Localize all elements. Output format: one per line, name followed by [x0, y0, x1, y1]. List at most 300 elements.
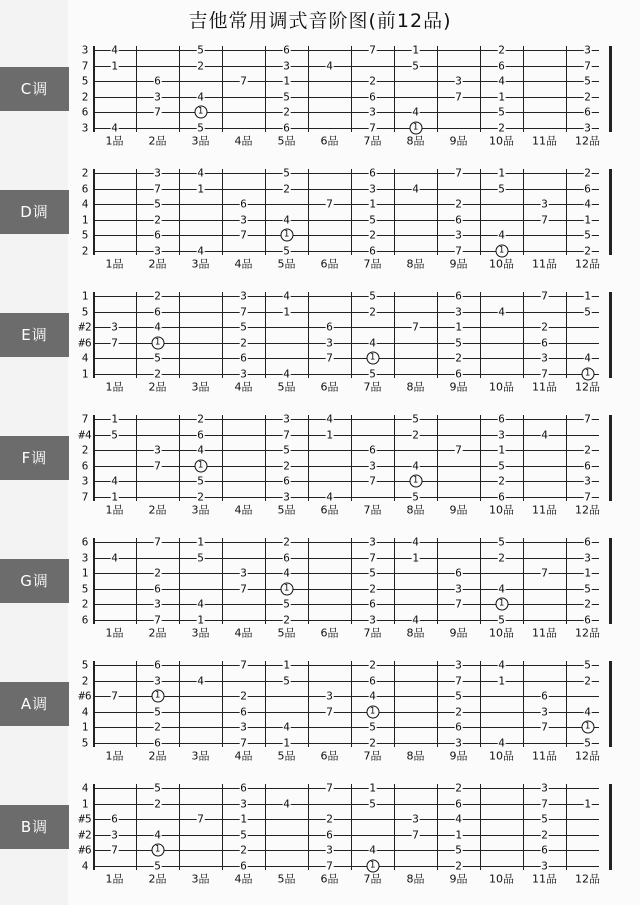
scale-note: 2: [498, 551, 505, 564]
fret-line: [609, 784, 612, 870]
scale-note: 6: [541, 689, 548, 703]
scale-note: 2: [240, 689, 247, 703]
scale-note: 2: [369, 582, 376, 595]
scale-note: 3: [154, 674, 161, 687]
scale-note: 3: [283, 490, 290, 503]
scale-note: 1: [369, 781, 376, 795]
fret-label: 6品: [320, 626, 339, 639]
scale-note: 3: [240, 720, 247, 734]
fret-line: [609, 292, 612, 378]
scale-note: 2: [541, 828, 548, 841]
scale-note: 7: [584, 490, 591, 503]
root-note: 1: [366, 705, 379, 718]
scale-note: 6: [154, 228, 161, 242]
scale-note: 6: [240, 859, 247, 872]
fret-line: [394, 415, 395, 501]
scale-note: 4: [283, 720, 290, 734]
fret-label: 1品: [105, 380, 124, 393]
scale-note: 5: [369, 566, 376, 580]
fret-label: 11品: [532, 626, 557, 639]
scale-note: 7: [111, 336, 118, 349]
scale-note: 3: [369, 105, 376, 119]
scale-note: 5: [455, 843, 462, 857]
scale-note: 4: [197, 674, 204, 687]
scale-note: 6: [154, 582, 161, 595]
fret-line: [566, 292, 567, 378]
key-label: C调: [0, 67, 69, 111]
scale-note: 4: [111, 474, 118, 488]
fret-label: 3品: [191, 872, 210, 885]
scale-note: 6: [283, 474, 290, 488]
string-note: 6: [81, 535, 89, 549]
scale-note: 4: [412, 535, 419, 549]
fret-label: 9品: [449, 749, 468, 762]
fret-label: 7品: [363, 749, 382, 762]
scale-note: 1: [498, 90, 505, 103]
fret-line: [480, 415, 481, 501]
fret-label: 10品: [489, 749, 514, 762]
scale-note: 6: [541, 843, 548, 857]
fret-line: [308, 784, 309, 870]
scale-note: 6: [455, 720, 462, 734]
fret-label: 12品: [575, 134, 600, 147]
scale-note: 6: [240, 351, 247, 365]
fret-line: [136, 415, 137, 501]
fret-line: [437, 169, 438, 255]
fret-line: [179, 169, 180, 255]
scale-note: 3: [240, 289, 247, 303]
scale-note: 1: [498, 443, 505, 457]
scale-note: 6: [197, 428, 204, 441]
scale-note: 6: [240, 705, 247, 718]
fret-line: [265, 415, 266, 501]
scale-note: 1: [455, 828, 462, 841]
scale-note: 6: [326, 828, 333, 841]
scale-note: 6: [455, 797, 462, 810]
scale-note: 3: [283, 59, 290, 72]
scale-note: 2: [455, 781, 462, 795]
scale-note: 7: [455, 674, 462, 687]
scale-note: 2: [498, 474, 505, 488]
scale-note: 7: [240, 658, 247, 672]
scale-note: 4: [111, 43, 118, 57]
fret-line: [308, 169, 309, 255]
string-note: 6: [81, 459, 89, 472]
scale-note: 7: [455, 597, 462, 611]
fret-label: 11品: [532, 380, 557, 393]
string-note: 7: [81, 490, 89, 503]
fret-line: [566, 784, 567, 870]
fret-line: [437, 538, 438, 624]
scale-note: 1: [111, 59, 118, 72]
scale-note: 5: [584, 736, 591, 749]
scale-note: 5: [369, 797, 376, 810]
fret-label: 12品: [575, 749, 600, 762]
string-note: 2: [81, 244, 89, 257]
scale-note: 2: [541, 320, 548, 334]
fret-label: 10品: [489, 380, 514, 393]
fret-line: [93, 46, 95, 132]
scale-note: 2: [369, 305, 376, 318]
key-label: A调: [0, 682, 69, 726]
root-note: 1: [366, 859, 379, 872]
scale-note: 1: [498, 674, 505, 687]
fret-label: 10品: [489, 626, 514, 639]
fret-label: 8品: [406, 503, 425, 516]
string-note: 5: [81, 74, 89, 88]
string-note: 2: [81, 674, 89, 687]
fret-label: 11品: [532, 503, 557, 516]
fret-line: [308, 292, 309, 378]
fret-line: [179, 784, 180, 870]
scale-note: 5: [584, 305, 591, 318]
fret-line: [523, 46, 524, 132]
scale-note: 6: [584, 613, 591, 626]
string-note: 3: [81, 121, 89, 134]
scale-note: 5: [240, 320, 247, 334]
scale-note: 6: [455, 289, 462, 303]
scale-note: 7: [541, 213, 548, 226]
fret-line: [437, 784, 438, 870]
fret-label: 7品: [363, 872, 382, 885]
scale-note: 1: [584, 213, 591, 226]
fret-line: [394, 661, 395, 747]
scale-note: 7: [455, 166, 462, 180]
scale-note: 7: [541, 797, 548, 810]
scale-note: 2: [455, 197, 462, 211]
string-note: 3: [81, 474, 89, 488]
string-note: 2: [81, 90, 89, 103]
scale-note: 6: [283, 551, 290, 564]
scale-note: 7: [369, 551, 376, 564]
fret-label: 4品: [234, 626, 253, 639]
scale-note: 5: [369, 289, 376, 303]
fret-line: [351, 292, 352, 378]
scale-note: 4: [283, 797, 290, 810]
scale-note: 5: [584, 74, 591, 88]
scale-note: 3: [584, 474, 591, 488]
scale-note: 7: [154, 535, 161, 549]
scale-note: 5: [283, 597, 290, 611]
scale-note: 6: [283, 121, 290, 134]
fret-label: 4品: [234, 380, 253, 393]
scale-note: 2: [240, 336, 247, 349]
fret-label: 12品: [575, 380, 600, 393]
scale-note: 4: [412, 105, 419, 119]
scale-note: 2: [412, 428, 419, 441]
fret-label: 1品: [105, 626, 124, 639]
scale-note: 4: [283, 367, 290, 380]
scale-note: 5: [369, 720, 376, 734]
scale-note: 2: [584, 90, 591, 103]
scale-note: 7: [240, 228, 247, 242]
scale-note: 2: [498, 43, 505, 57]
fret-line: [265, 661, 266, 747]
root-note: 1: [280, 229, 293, 242]
scale-note: 1: [111, 490, 118, 503]
fret-line: [222, 661, 223, 747]
scale-note: 5: [197, 43, 204, 57]
fret-label: 7品: [363, 503, 382, 516]
string-note: 2: [81, 166, 89, 180]
string-note: 6: [81, 613, 89, 626]
scale-note: 2: [498, 121, 505, 134]
string-note: 5: [81, 228, 89, 242]
string-note: #2: [78, 320, 92, 334]
string-note: 2: [81, 597, 89, 611]
scale-note: 3: [541, 705, 548, 718]
fret-label: 2品: [148, 134, 167, 147]
fret-line: [566, 169, 567, 255]
string-note: 1: [81, 289, 89, 303]
fret-label: 5品: [277, 626, 296, 639]
scale-note: 4: [412, 182, 419, 195]
scale-note: 4: [111, 121, 118, 134]
scale-note: 4: [197, 443, 204, 457]
scale-note: 5: [283, 443, 290, 457]
scale-note: 5: [541, 812, 548, 826]
fret-label: 3品: [191, 380, 210, 393]
fret-line: [222, 784, 223, 870]
fret-label: 8品: [406, 257, 425, 270]
key-label: B调: [0, 805, 69, 849]
fret-line: [93, 415, 95, 501]
fret-line: [523, 169, 524, 255]
root-note: 1: [495, 598, 508, 611]
scale-note: 4: [197, 166, 204, 180]
fret-line: [136, 661, 137, 747]
key-label: G调: [0, 559, 69, 603]
fret-line: [351, 784, 352, 870]
fret-line: [179, 292, 180, 378]
scale-note: 5: [498, 182, 505, 195]
fret-label: 12品: [575, 626, 600, 639]
scale-note: 4: [584, 197, 591, 211]
fret-line: [308, 46, 309, 132]
scale-note: 4: [412, 613, 419, 626]
string-note: 4: [81, 197, 89, 211]
scale-note: 2: [369, 228, 376, 242]
fret-label: 3品: [191, 134, 210, 147]
scale-note: 3: [455, 305, 462, 318]
scale-note: 2: [283, 182, 290, 195]
string-note: 2: [81, 443, 89, 457]
scale-note: 4: [369, 689, 376, 703]
fret-label: 9品: [449, 626, 468, 639]
scale-note: 7: [412, 320, 419, 334]
fret-label: 9品: [449, 872, 468, 885]
scale-note: 4: [197, 90, 204, 103]
scale-note: 5: [412, 412, 419, 426]
scale-note: 3: [154, 90, 161, 103]
scale-note: 7: [455, 90, 462, 103]
scale-note: 3: [369, 613, 376, 626]
scale-note: 4: [326, 412, 333, 426]
scale-note: 6: [541, 336, 548, 349]
fret-line: [394, 292, 395, 378]
scale-note: 7: [584, 59, 591, 72]
fret-line: [222, 46, 223, 132]
key-label: E调: [0, 313, 69, 357]
scale-note: 3: [369, 535, 376, 549]
fret-label: 6品: [320, 134, 339, 147]
scale-note: 2: [283, 105, 290, 119]
scale-note: 1: [584, 289, 591, 303]
scale-note: 4: [498, 305, 505, 318]
scale-note: 2: [369, 658, 376, 672]
root-note: 1: [280, 582, 293, 595]
scale-note: 1: [283, 74, 290, 88]
string-note: 1: [81, 566, 89, 580]
scale-note: 7: [584, 412, 591, 426]
fret-line: [437, 46, 438, 132]
fret-line: [93, 169, 95, 255]
scale-note: 6: [498, 412, 505, 426]
scale-note: 4: [498, 736, 505, 749]
scale-note: 6: [326, 320, 333, 334]
fret-line: [609, 538, 612, 624]
scale-note: 4: [283, 289, 290, 303]
fret-line: [93, 661, 95, 747]
scale-note: 3: [369, 459, 376, 472]
scale-note: 5: [498, 613, 505, 626]
scale-note: 7: [369, 474, 376, 488]
root-note: 1: [581, 367, 594, 380]
fret-label: 6品: [320, 749, 339, 762]
scale-note: 6: [369, 674, 376, 687]
fret-line: [480, 292, 481, 378]
fret-line: [265, 46, 266, 132]
fret-label: 1品: [105, 503, 124, 516]
string-note: #4: [78, 428, 92, 441]
scale-note: 7: [326, 859, 333, 872]
scale-note: 3: [369, 182, 376, 195]
scale-note: 3: [240, 213, 247, 226]
scale-note: 2: [197, 412, 204, 426]
fret-line: [394, 46, 395, 132]
fret-label: 9品: [449, 503, 468, 516]
scale-note: 7: [326, 197, 333, 211]
scale-note: 4: [584, 705, 591, 718]
scale-note: 7: [197, 812, 204, 826]
scale-note: 1: [283, 658, 290, 672]
root-note: 1: [194, 459, 207, 472]
scale-note: 7: [455, 443, 462, 457]
fret-label: 7品: [363, 134, 382, 147]
scale-note: 4: [326, 59, 333, 72]
scale-note: 5: [412, 59, 419, 72]
fret-label: 1品: [105, 257, 124, 270]
fret-label: 5品: [277, 134, 296, 147]
scale-note: 5: [498, 105, 505, 119]
scale-note: 6: [154, 736, 161, 749]
scale-note: 6: [240, 781, 247, 795]
fret-line: [523, 784, 524, 870]
fret-line: [265, 292, 266, 378]
string-note: #6: [78, 689, 92, 703]
scale-note: 6: [369, 166, 376, 180]
fret-label: 7品: [363, 380, 382, 393]
scale-note: 6: [584, 535, 591, 549]
scale-note: 1: [412, 43, 419, 57]
string-note: 5: [81, 736, 89, 749]
scale-note: 7: [154, 459, 161, 472]
string-note: #6: [78, 336, 92, 349]
scale-note: 2: [584, 166, 591, 180]
scale-note: 7: [283, 428, 290, 441]
scale-note: 2: [369, 736, 376, 749]
fret-line: [609, 169, 612, 255]
scale-note: 5: [154, 351, 161, 365]
fret-line: [609, 415, 612, 501]
fret-label: 12品: [575, 503, 600, 516]
scale-note: 2: [240, 843, 247, 857]
scale-note: 4: [197, 244, 204, 257]
fret-label: 6品: [320, 257, 339, 270]
fret-label: 8品: [406, 749, 425, 762]
fret-label: 5品: [277, 872, 296, 885]
fret-label: 8品: [406, 872, 425, 885]
fret-line: [351, 538, 352, 624]
scale-note: 2: [154, 367, 161, 380]
fret-line: [523, 415, 524, 501]
string-note: 4: [81, 351, 89, 365]
fret-label: 3品: [191, 257, 210, 270]
fret-label: 3品: [191, 749, 210, 762]
fret-label: 12品: [575, 872, 600, 885]
fret-line: [179, 46, 180, 132]
scale-note: 2: [197, 490, 204, 503]
fret-line: [609, 46, 612, 132]
scale-note: 2: [154, 566, 161, 580]
string-note: 1: [81, 213, 89, 226]
scale-note: 5: [584, 582, 591, 595]
scale-note: 6: [240, 197, 247, 211]
scale-note: 4: [326, 490, 333, 503]
scale-note: 3: [240, 367, 247, 380]
fret-label: 10品: [489, 872, 514, 885]
fret-line: [93, 292, 95, 378]
fret-line: [609, 661, 612, 747]
scale-note: 3: [541, 351, 548, 365]
scale-note: 4: [283, 213, 290, 226]
scale-note: 3: [498, 428, 505, 441]
fret-line: [480, 538, 481, 624]
scale-note: 4: [154, 320, 161, 334]
fret-line: [265, 169, 266, 255]
fret-line: [566, 661, 567, 747]
fret-line: [480, 784, 481, 870]
scale-note: 2: [326, 812, 333, 826]
scale-note: 2: [584, 244, 591, 257]
fret-line: [222, 415, 223, 501]
fret-line: [265, 538, 266, 624]
scale-note: 5: [584, 658, 591, 672]
fret-line: [480, 661, 481, 747]
fret-line: [480, 169, 481, 255]
fret-line: [222, 169, 223, 255]
scale-note: 2: [197, 59, 204, 72]
key-label: D调: [0, 190, 69, 234]
fret-label: 12品: [575, 257, 600, 270]
fret-label: 6品: [320, 872, 339, 885]
scale-note: 2: [154, 797, 161, 810]
scale-note: 5: [197, 121, 204, 134]
string-note: 5: [81, 582, 89, 595]
scale-note: 3: [326, 336, 333, 349]
scale-note: 2: [369, 74, 376, 88]
fret-label: 4品: [234, 134, 253, 147]
